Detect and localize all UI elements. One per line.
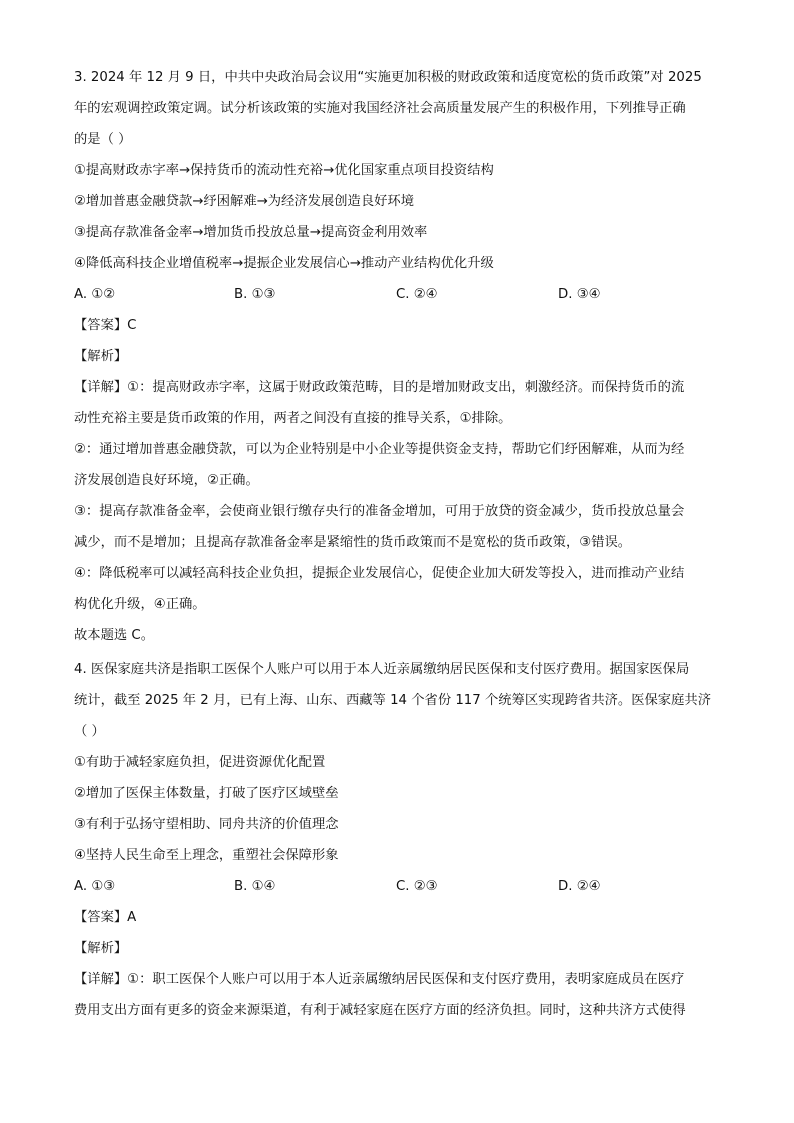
q3-option-c: C. ②④ (396, 287, 438, 302)
q3-option-a: A. ①② (74, 287, 116, 302)
q3-detail-line-7: ④：降低税率可以减轻高科技企业负担，提振企业发展信心，促使企业加大研发等投入，进而推动产业结 (74, 566, 685, 581)
q3-item-2: ②增加普惠金融贷款→纾困解难→为经济发展创造良好环境 (74, 194, 415, 209)
q3-analysis-heading: 【解析】 (74, 349, 128, 364)
q4-option-b: B. ①④ (234, 879, 276, 894)
q3-detail-line-6: 减少，而不是增加；且提高存款准备金率是紧缩性的货币政策而不是宽松的货币政策，③错误。 (74, 535, 632, 550)
q4-option-c: C. ②③ (396, 879, 438, 894)
q3-detail-line-8: 构优化升级，④正确。 (74, 597, 206, 612)
q3-detail-line-3: ②：通过增加普惠金融贷款，可以为企业特别是中小企业等提供资金支持，帮助它们纾困解难，从而为经 (74, 442, 685, 457)
q3-item-4: ④降低高科技企业增值税率→提振企业发展信心→推动产业结构优化升级 (74, 256, 494, 271)
q3-stem-line-3: 的是（ ） (74, 132, 132, 147)
q3-option-b: B. ①③ (234, 287, 276, 302)
q4-option-d: D. ②④ (558, 879, 601, 894)
q3-detail-line-9: 故本题选 C。 (74, 628, 154, 643)
q4-answer: 【答案】A (74, 910, 137, 925)
q4-item-1: ①有助于减轻家庭负担，促进资源优化配置 (74, 755, 326, 770)
q3-answer: 【答案】C (74, 318, 137, 333)
q3-item-3: ③提高存款准备金率→增加货币投放总量→提高资金利用效率 (74, 225, 428, 240)
q3-detail-line-4: 济发展创造良好环境，②正确。 (74, 473, 259, 488)
q4-option-a: A. ①③ (74, 879, 116, 894)
q4-item-3: ③有利于弘扬守望相助、同舟共济的价值理念 (74, 817, 339, 832)
q3-detail-line-1: 【详解】①：提高财政赤字率，这属于财政政策范畴，目的是增加财政支出，刺激经济。而保持货币的流 (74, 380, 685, 395)
q4-analysis-heading: 【解析】 (74, 941, 128, 956)
q4-stem-line-2: 统计，截至 2025 年 2 月，已有上海、山东、西藏等 14 个省份 117 个统筹区实现跨省共济。医保家庭共济 (74, 693, 711, 708)
q4-detail-line-2: 费用支出方面有更多的资金来源渠道，有利于减轻家庭在医疗方面的经济负担。同时，这种共济方式使得 (74, 1003, 686, 1018)
q4-item-2: ②增加了医保主体数量，打破了医疗区域壁垒 (74, 786, 339, 801)
q4-stem-line-3: （ ） (74, 724, 105, 739)
q4-detail-line-1: 【详解】①：职工医保个人账户可以用于本人近亲属缴纳居民医保和支付医疗费用，表明家庭成员在医疗 (74, 972, 685, 987)
q3-stem-line-2: 年的宏观调控政策定调。试分析该政策的实施对我国经济社会高质量发展产生的积极作用，下列推导正确 (74, 101, 686, 116)
q4-stem-line-1: 4. 医保家庭共济是指职工医保个人账户可以用于本人近亲属缴纳居民医保和支付医疗费用。据国家医保局 (74, 662, 690, 677)
q3-item-1: ①提高财政赤字率→保持货币的流动性充裕→优化国家重点项目投资结构 (74, 163, 494, 178)
q4-item-4: ④坚持人民生命至上理念，重塑社会保障形象 (74, 848, 339, 863)
q3-stem-line-1: 3. 2024 年 12 月 9 日，中共中央政治局会议用“实施更加积极的财政政策和适度宽松的货币政策”对 2025 (74, 70, 702, 85)
q3-detail-line-2: 动性充裕主要是货币政策的作用，两者之间没有直接的推导关系，①排除。 (74, 411, 512, 426)
q3-detail-line-5: ③：提高存款准备金率，会使商业银行缴存央行的准备金增加，可用于放贷的资金减少，货币投放总量会 (74, 504, 685, 519)
q3-option-d: D. ③④ (558, 287, 601, 302)
